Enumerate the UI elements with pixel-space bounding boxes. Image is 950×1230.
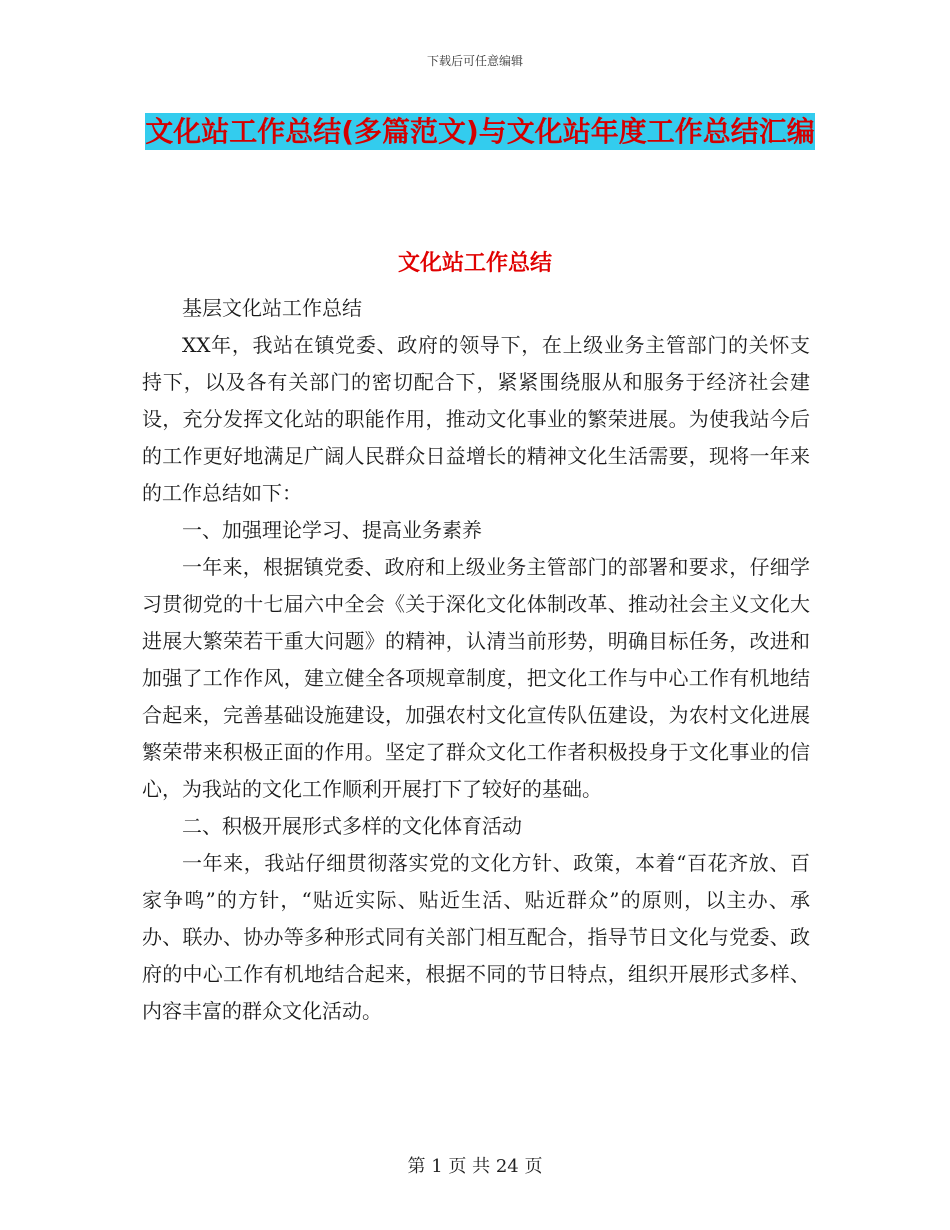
paragraph: 一年来，我站仔细贯彻落实党的文化方针、政策，本着“百花齐放、百家争鸣”的方针，“贴近实际、贴近生活、贴近群众”的原则，以主办、承办、联办、协办等多种形式同有关部门相互配合，指导节日文化与党委、政府的中心工作有机地结合起来，根据不同的节日特点，组织开展形式多样、内容丰富的群众文化活动。	[142, 851, 810, 1023]
section-heading: 二、积极开展形式多样的文化体育活动	[182, 814, 522, 838]
page-footer: 第 1 页 共 24 页	[407, 1156, 543, 1177]
document-title	[140, 108, 820, 156]
page-header: 下载后可任意编辑	[426, 54, 523, 68]
document-title-text: 文化站工作总结(多篇范文)与文化站年度工作总结汇编	[145, 115, 815, 148]
paragraph-heading: 基层文化站工作总结	[182, 296, 362, 320]
section-title: 文化站工作总结	[397, 251, 552, 276]
section-heading: 一、加强理论学习、提高业务素养	[182, 518, 482, 542]
paragraph: XX年，我站在镇党委、政府的领导下，在上级业务主管部门的关怀支持下，以及各有关部门的密切配合下，紧紧围绕服从和服务于经济社会建设，充分发挥文化站的职能作用，推动文化事业的繁荣进展。为使我站今后的工作更好地满足广阔人民群众日益增长的精神文化生活需要，现将一年来的工作总结如下：	[142, 333, 810, 505]
paragraph: 一年来，根据镇党委、政府和上级业务主管部门的部署和要求，仔细学习贯彻党的十七届六中全会《关于深化文化体制改革、推动社会主义文化大进展大繁荣若干重大问题》的精神，认清当前形势，明确目标任务，改进和加强了工作作风，建立健全各项规章制度，把文化工作与中心工作有机地结合起来，完善基础设施建设，加强农村文化宣传队伍建设，为农村文化进展繁荣带来积极正面的作用。坚定了群众文化工作者积极投身于文化事业的信心，为我站的文化工作顺利开展打下了较好的基础。	[142, 555, 810, 801]
document-body	[142, 290, 810, 1030]
